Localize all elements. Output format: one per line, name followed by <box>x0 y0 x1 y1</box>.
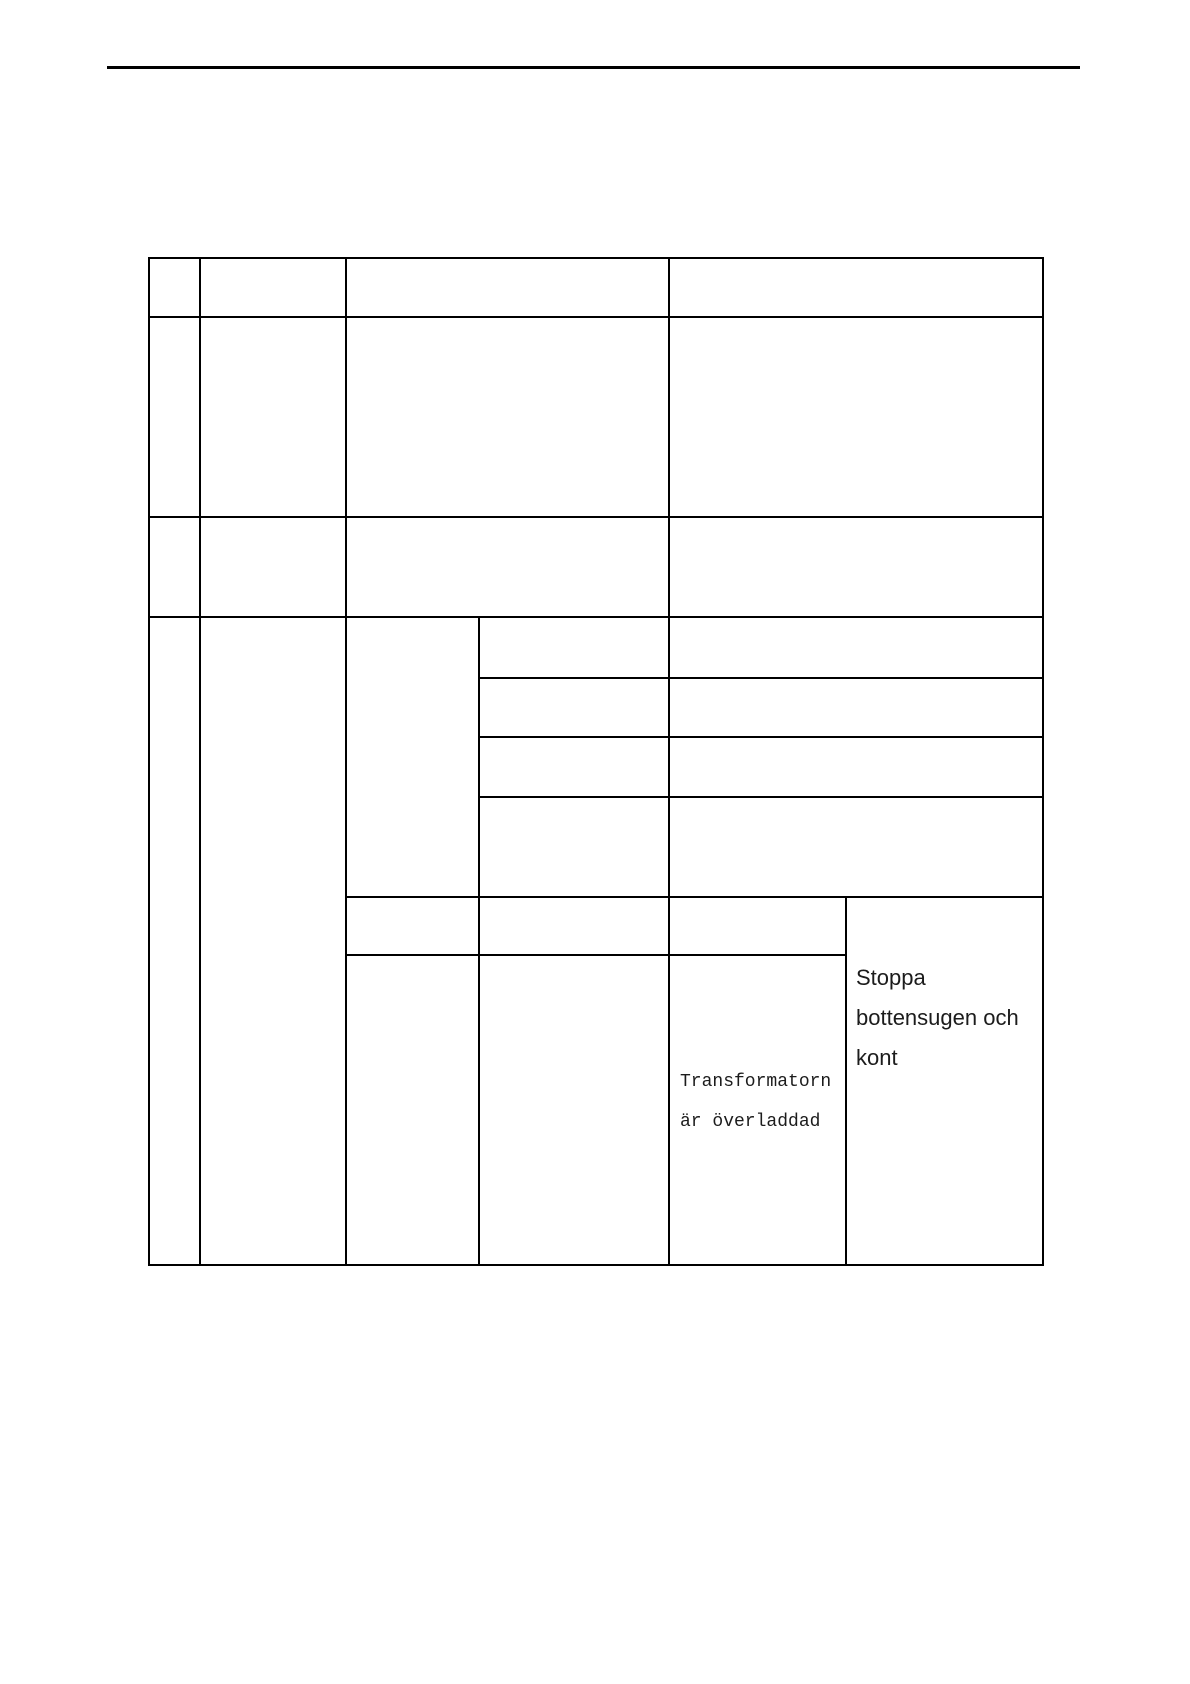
fault-description-cell <box>669 955 846 1265</box>
empty-cell <box>149 258 200 317</box>
empty-cell <box>149 317 200 517</box>
empty-cell <box>200 517 346 617</box>
empty-cell <box>669 797 1043 897</box>
empty-cell <box>479 737 669 797</box>
empty-cell <box>479 678 669 737</box>
empty-cell <box>479 897 669 955</box>
empty-cell <box>669 258 1043 317</box>
empty-cell <box>200 617 346 1265</box>
empty-cell <box>200 258 346 317</box>
empty-cell <box>346 258 669 317</box>
empty-cell <box>669 737 1043 797</box>
empty-cell <box>479 617 669 678</box>
empty-cell <box>669 317 1043 517</box>
table-row <box>149 617 1043 678</box>
empty-cell <box>149 617 200 1265</box>
empty-cell <box>346 317 669 517</box>
empty-cell <box>149 517 200 617</box>
empty-cell <box>200 317 346 517</box>
fault-text-line: Transformatorn <box>680 1072 832 1092</box>
troubleshooting-table <box>148 257 1044 1266</box>
action-text-line: Stoppa <box>856 965 926 990</box>
empty-cell <box>346 897 479 955</box>
table-row <box>149 317 1043 517</box>
empty-cell <box>669 897 846 955</box>
action-text-line: kont <box>856 1045 898 1070</box>
empty-cell <box>669 678 1043 737</box>
action-cell <box>846 897 1043 1265</box>
table-row <box>149 517 1043 617</box>
empty-cell <box>479 797 669 897</box>
fault-text-line: är överladdad <box>680 1112 821 1132</box>
table-row <box>149 258 1043 317</box>
empty-cell <box>479 955 669 1265</box>
empty-cell <box>669 617 1043 678</box>
empty-cell <box>346 517 669 617</box>
action-text-line: bottensugen och <box>856 1005 1019 1030</box>
header-rule <box>107 66 1080 69</box>
empty-cell <box>346 617 479 897</box>
empty-cell <box>346 955 479 1265</box>
empty-cell <box>669 517 1043 617</box>
